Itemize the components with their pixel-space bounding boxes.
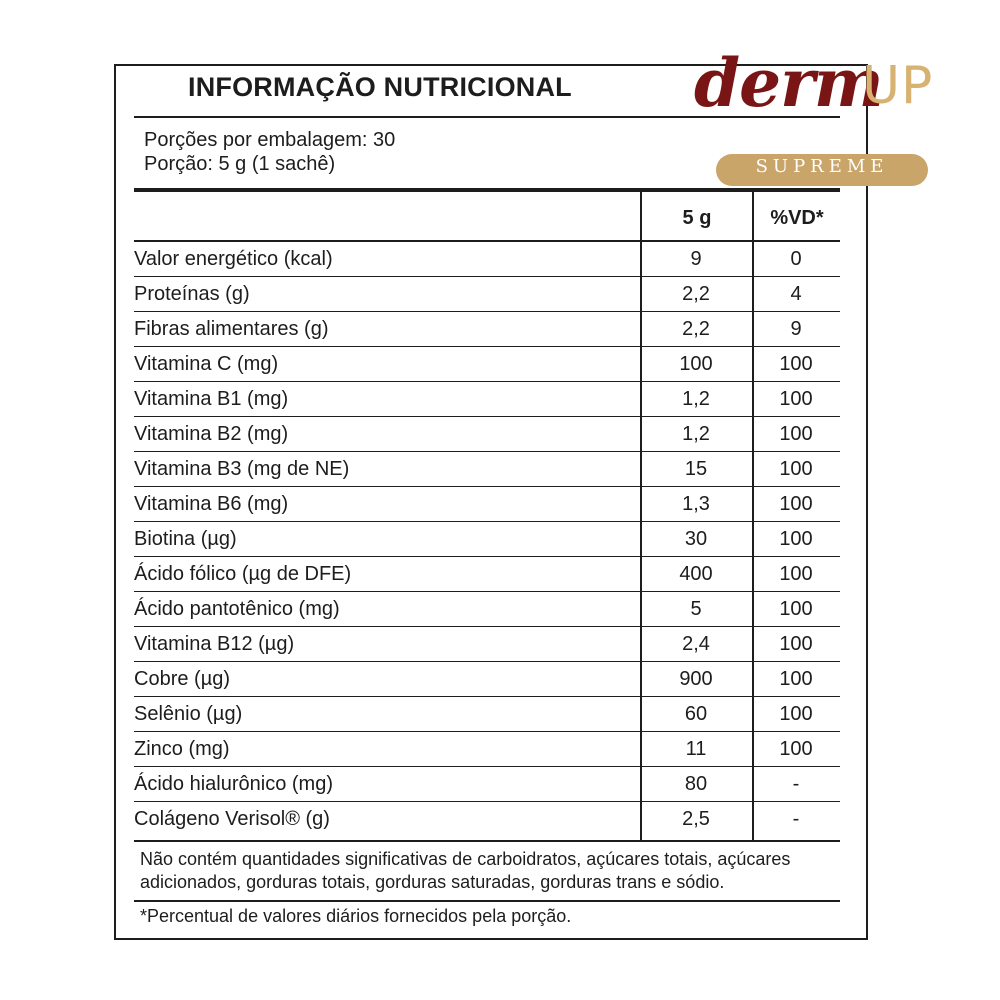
nutrient-name: Biotina (µg) xyxy=(134,522,640,557)
logo-supreme-text: SUPREME xyxy=(755,156,889,177)
table-row xyxy=(134,452,840,487)
table-row xyxy=(134,242,840,277)
nutrient-amount: 100 xyxy=(640,347,752,382)
nutrient-name: Cobre (µg) xyxy=(134,662,640,697)
nutrient-name: Vitamina B1 (mg) xyxy=(134,382,640,417)
footnote-divider xyxy=(134,900,840,902)
nutrient-name: Selênio (µg) xyxy=(134,697,640,732)
not-significant-note-line2: adicionados, gorduras totais, gorduras saturadas, gorduras trans e sódio. xyxy=(140,872,725,892)
nutrient-name: Ácido fólico (µg de DFE) xyxy=(134,557,640,592)
table-row xyxy=(134,522,840,557)
nutrient-name: Vitamina B2 (mg) xyxy=(134,417,640,452)
nutrient-amount: 80 xyxy=(640,767,752,802)
nutrient-name: Vitamina B3 (mg de NE) xyxy=(134,452,640,487)
nutrient-name: Colágeno Verisol® (g) xyxy=(134,802,640,837)
nutrient-daily-value: 9 xyxy=(752,312,840,347)
daily-value-footnote: *Percentual de valores diários fornecidos pela porção. xyxy=(140,906,572,926)
nutrient-amount: 30 xyxy=(640,522,752,557)
table-row xyxy=(134,382,840,417)
table-row xyxy=(134,732,840,767)
table-bottom-divider xyxy=(134,840,840,842)
nutrient-daily-value: 100 xyxy=(752,487,840,522)
nutrient-amount: 2,4 xyxy=(640,627,752,662)
portion-size: Porção: 5 g (1 sachê) xyxy=(144,153,336,175)
nutrient-name: Vitamina B6 (mg) xyxy=(134,487,640,522)
nutrient-amount: 2,2 xyxy=(640,277,752,312)
table-row xyxy=(134,767,840,802)
nutrient-amount: 900 xyxy=(640,662,752,697)
table-row xyxy=(134,417,840,452)
nutrient-daily-value: 0 xyxy=(790,247,802,270)
nutrient-daily-value: - xyxy=(752,802,840,837)
nutrition-table xyxy=(134,242,840,836)
table-row xyxy=(134,277,840,312)
nutrient-amount: 15 xyxy=(640,452,752,487)
nutrient-daily-value: 100 xyxy=(752,417,840,452)
nutrient-amount: 5 xyxy=(640,592,752,627)
column-header-amount: 5 g xyxy=(682,207,712,229)
nutrient-amount: 1,2 xyxy=(640,417,752,452)
nutrient-amount: 1,3 xyxy=(640,487,752,522)
panel-title: INFORMAÇÃO NUTRICIONAL xyxy=(188,72,572,102)
nutrient-amount: 9 xyxy=(690,247,702,270)
nutrient-daily-value: 100 xyxy=(752,662,840,697)
table-row xyxy=(134,312,840,347)
column-header-daily-value: %VD* xyxy=(770,207,824,229)
nutrient-name: Ácido hialurônico (mg) xyxy=(134,767,640,802)
table-row xyxy=(134,627,840,662)
table-row xyxy=(134,697,840,732)
nutrient-name: Ácido pantotênico (mg) xyxy=(134,592,640,627)
nutrient-amount: 1,2 xyxy=(640,382,752,417)
nutrient-daily-value: 100 xyxy=(752,732,840,767)
not-significant-note-line1: Não contém quantidades significativas de carboidratos, açúcares totais, açúcares xyxy=(140,849,791,869)
nutrient-name: Proteínas (g) xyxy=(134,277,640,312)
nutrient-daily-value: 100 xyxy=(752,522,840,557)
nutrient-amount: 2,2 xyxy=(640,312,752,347)
nutrient-daily-value: 100 xyxy=(752,452,840,487)
logo-derm-text: derm xyxy=(694,44,883,122)
nutrient-daily-value: 100 xyxy=(752,592,840,627)
nutrient-daily-value: 100 xyxy=(752,347,840,382)
nutrient-name: Zinco (mg) xyxy=(134,732,640,767)
portions-per-package: Porções por embalagem: 30 xyxy=(144,129,396,151)
table-row xyxy=(134,592,840,627)
table-row xyxy=(134,557,840,592)
logo-up-text: UP xyxy=(862,56,934,116)
nutrient-amount: 400 xyxy=(640,557,752,592)
nutrient-amount: 11 xyxy=(640,732,752,767)
nutrient-name: Valor energético (kcal) xyxy=(134,247,333,270)
nutrient-daily-value: - xyxy=(752,767,840,802)
nutrient-name: Fibras alimentares (g) xyxy=(134,312,640,347)
nutrient-amount: 2,5 xyxy=(640,802,752,837)
nutrient-amount: 60 xyxy=(640,697,752,732)
nutrient-daily-value: 100 xyxy=(752,557,840,592)
nutrient-name: Vitamina C (mg) xyxy=(134,347,640,382)
nutrient-daily-value: 4 xyxy=(752,277,840,312)
nutrient-daily-value: 100 xyxy=(752,627,840,662)
table-row xyxy=(134,487,840,522)
dermup-logo xyxy=(684,40,954,190)
nutrient-name: Vitamina B12 (µg) xyxy=(134,627,640,662)
nutrient-daily-value: 100 xyxy=(752,697,840,732)
nutrient-daily-value: 100 xyxy=(752,382,840,417)
table-row xyxy=(134,662,840,697)
table-row xyxy=(134,347,840,382)
table-row xyxy=(134,802,840,837)
